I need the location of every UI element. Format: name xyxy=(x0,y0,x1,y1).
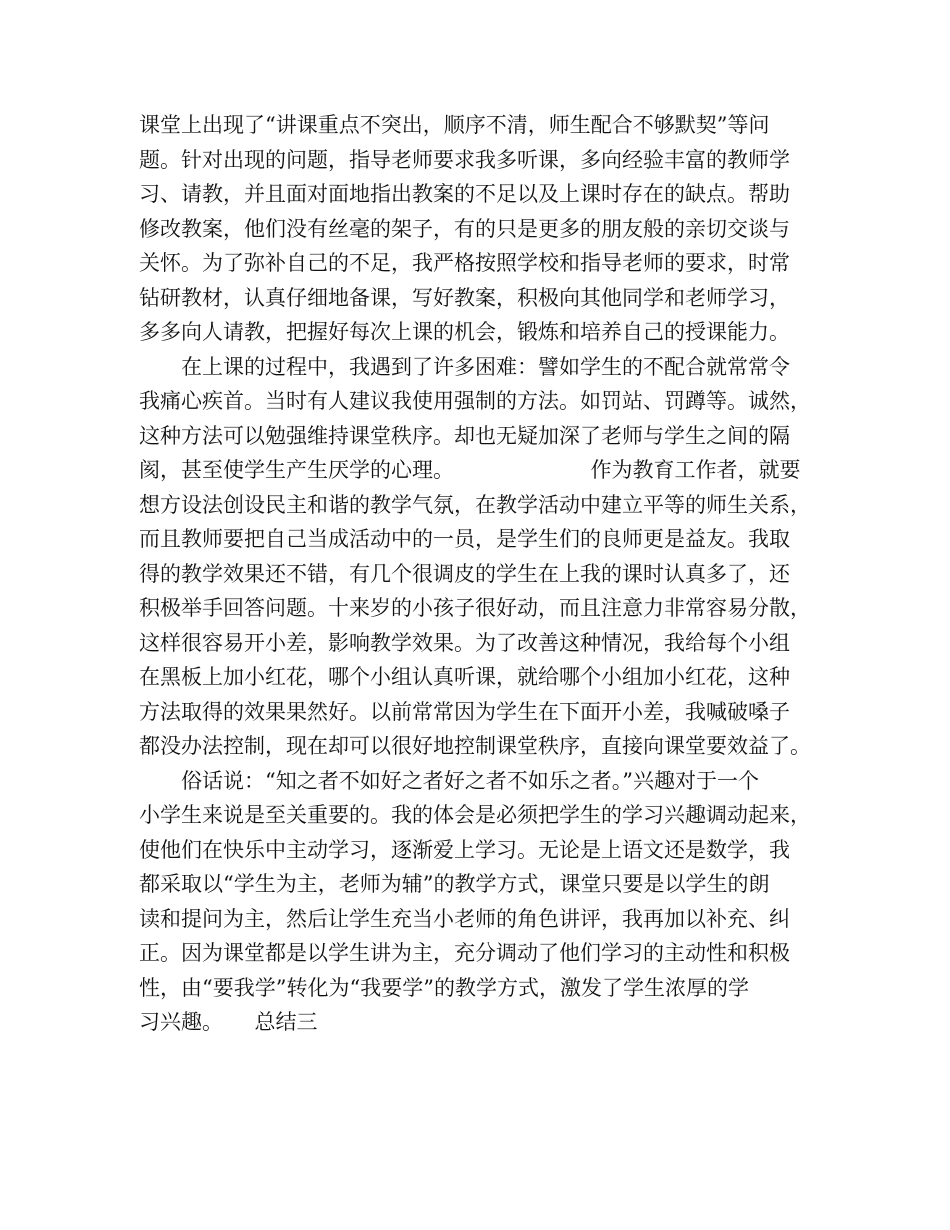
text-line: 课堂上出现了“讲课重点不突出，顺序不清，师生配合不够默契”等问 xyxy=(139,113,770,137)
text-line: 题。针对出现的问题，指导老师要求我多听课，多向经验丰富的教师学 xyxy=(139,147,790,172)
text-line: 方法取得的效果果然好。以前常常因为学生在下面开小差，我喊破嗓子 xyxy=(139,699,790,724)
text-line: 习、请教，并且面对面地指出教案的不足以及上课时存在的缺点。帮助 xyxy=(139,182,790,206)
document-body xyxy=(139,108,829,1040)
text-line: 习兴趣。 总结三 xyxy=(139,1010,318,1034)
text-line: 多多向人请教，把握好每次上课的机会，锻炼和培养自己的授课能力。 xyxy=(139,320,790,344)
text-line: 我痛心疾首。当时有人建议我使用强制的方法。如罚站、罚蹲等。诚然， xyxy=(139,389,811,413)
text-line: 俗话说：“知之者不如好之者好之者不如乐之者。”兴趣对于一个 xyxy=(139,768,759,793)
text-line: 得的教学效果还不错，有几个很调皮的学生在上我的课时认真多了，还 xyxy=(139,561,790,586)
text-line: 修改教案，他们没有丝毫的架子，有的只是更多的朋友般的亲切交谈与 xyxy=(139,216,790,241)
text-line: 这种方法可以勉强维持课堂秩序。却也无疑加深了老师与学生之间的隔 xyxy=(139,423,790,448)
text-line: 小学生来说是至关重要的。我的体会是必须把学生的学习兴趣调动起来， xyxy=(139,803,811,827)
text-line: 钻研教材，认真仔细地备课，写好教案，积极向其他同学和老师学习， xyxy=(139,285,790,310)
text-line: 在黑板上加小红花，哪个小组认真听课，就给哪个小组加小红花，这种 xyxy=(139,665,790,689)
text-line: 想方设法创设民主和谐的教学气氛，在教学活动中建立平等的师生关系， xyxy=(139,492,811,517)
text-line: 关怀。为了弥补自己的不足，我严格按照学校和指导老师的要求，时常 xyxy=(139,251,790,275)
text-line: 都采取以“学生为主，老师为辅”的教学方式，课堂只要是以学生的朗 xyxy=(139,872,770,896)
text-line: 使他们在快乐中主动学习，逐渐爱上学习。无论是上语文还是数学，我 xyxy=(139,837,790,862)
text-line: 这样很容易开小差，影响教学效果。为了改善这种情况，我给每个小组 xyxy=(139,630,790,655)
text-line: 都没办法控制，现在却可以很好地控制课堂秩序，直接向课堂要效益了。 xyxy=(139,734,811,758)
text-line: 读和提问为主，然后让学生充当小老师的角色讲评，我再加以补充、纠 xyxy=(139,906,790,931)
text-line: 积极举手回答问题。十来岁的小孩子很好动，而且注意力非常容易分散， xyxy=(139,596,811,620)
text-line: 在上课的过程中，我遇到了许多困难：譬如学生的不配合就常常令 xyxy=(139,354,790,379)
text-line: 而且教师要把自己当成活动中的一员，是学生们的良师更是益友。我取 xyxy=(139,527,790,551)
text-line: 阂，甚至使学生产生厌学的心理。 作为教育工作者，就要 xyxy=(139,458,801,482)
text-line: 正。因为课堂都是以学生讲为主，充分调动了他们学习的主动性和积极 xyxy=(139,941,790,965)
text-line: 性，由“要我学”转化为“我要学”的教学方式，激发了学生浓厚的学 xyxy=(139,975,749,1000)
